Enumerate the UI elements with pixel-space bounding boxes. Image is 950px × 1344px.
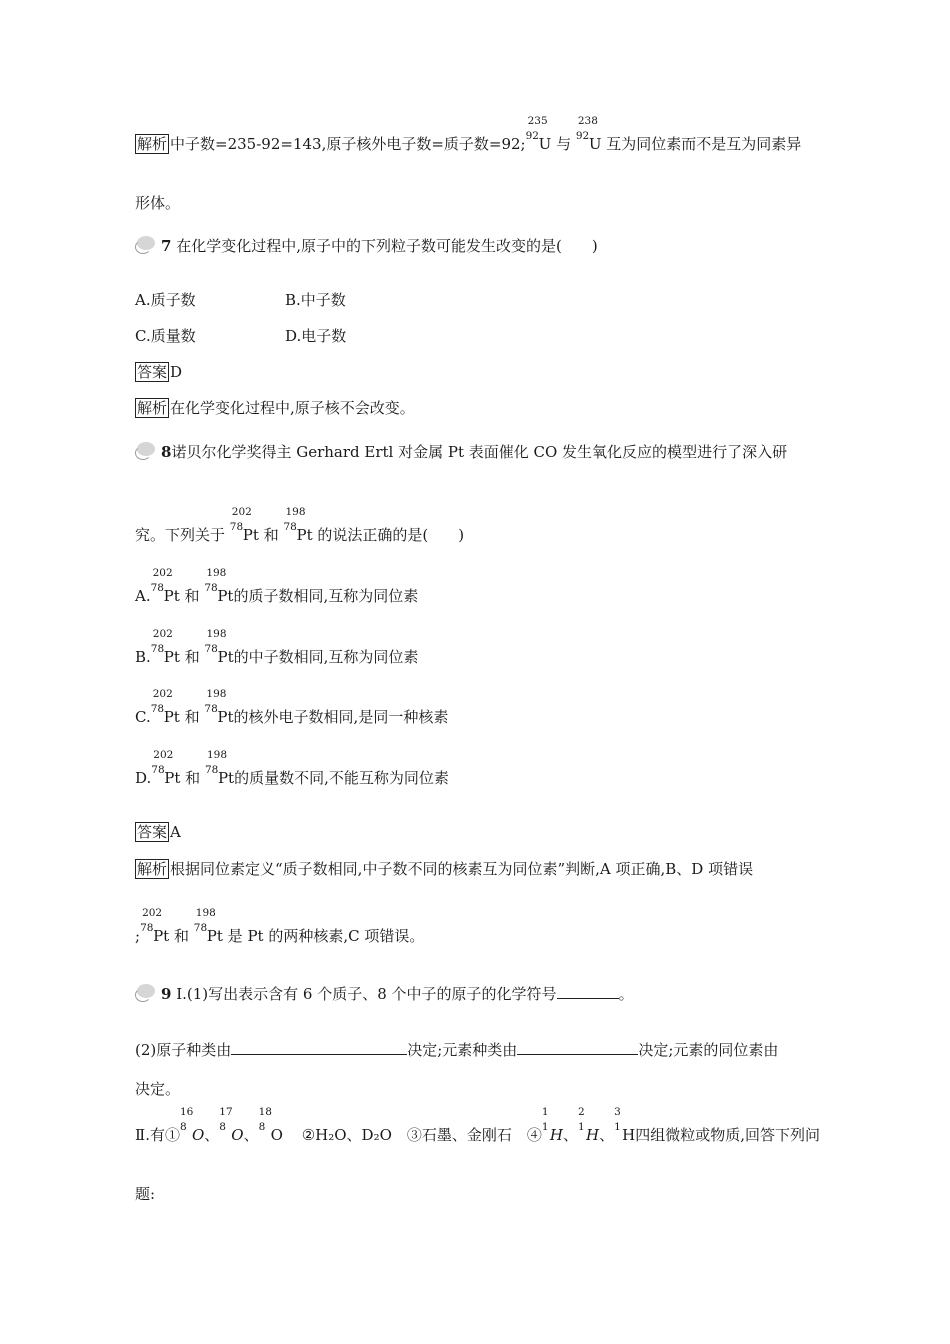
nuclide-o16: 16 8 O — [179, 1106, 205, 1144]
question-9-part2: (2)原子种类由 决定;元素种类由 决定;元素的同位素由 — [135, 1041, 779, 1059]
nuclide-o18: 18 8 O — [258, 1106, 283, 1144]
option-c: C.质量数 — [135, 327, 196, 345]
option-8d: D. 202 78 Pt 和 198 78 Pt的质量数不同,不能互称为同位素 — [135, 749, 449, 787]
nuclide-pt198: 198 78 Pt — [283, 506, 313, 544]
analysis-7: 解析 在化学变化过程中,原子核不会改变。 — [137, 399, 415, 417]
option-a: A.质子数 — [135, 291, 196, 309]
question-9-part2-cont: 决定。 — [135, 1080, 181, 1098]
question-8: 8诺贝尔化学奖得主 Gerhard Ertl 对金属 Pt 表面催化 CO 发生氧化反应的模型进行了深入研 — [135, 442, 787, 462]
question-badge-icon — [135, 984, 155, 998]
answer-blank-2[interactable] — [231, 1040, 407, 1055]
answer-blank-3[interactable] — [517, 1040, 638, 1055]
answer-tag: 答案 — [137, 823, 168, 841]
question-7: 7 在化学变化过程中,原子中的下列粒子数可能发生改变的是( ) — [135, 236, 598, 256]
question-7-options-cd — [135, 326, 435, 346]
analysis-tag: 解析 — [137, 860, 168, 878]
question-8-cont: 究。下列关于 202 78 Pt 和 198 78 Pt 的说法正确的是( ) — [135, 506, 465, 544]
option-d: D.电子数 — [285, 327, 347, 345]
question-9-part-ii-cont: 题: — [135, 1185, 156, 1203]
analysis-tag: 解析 — [137, 135, 168, 153]
answer-7: 答案 D — [137, 363, 183, 381]
analysis-tag: 解析 — [137, 399, 168, 417]
nuclide-pt202: 202 78 Pt — [229, 506, 259, 544]
question-9: 9 Ⅰ.(1)写出表示含有 6 个质子、8 个中子的原子的化学符号 。 — [135, 984, 634, 1004]
answer-tag: 答案 — [137, 363, 168, 381]
analysis-8: 解析 根据同位素定义“质子数相同,中子数不同的核素互为同位素”判断,A 项正确,B、D 项错误 — [137, 860, 754, 878]
question-badge-icon — [135, 236, 155, 250]
analysis-line-6-cont: 形体。 — [135, 194, 181, 212]
question-badge-icon — [135, 442, 155, 456]
question-7-options-ab — [135, 290, 435, 310]
analysis-8-cont: ; 202 78 Pt 和 198 78 Pt 是 Pt 的两种核素,C 项错误。 — [135, 907, 425, 945]
nuclide-u235: 235 92 U — [525, 115, 552, 153]
nuclide-o17: 17 8 O — [219, 1106, 244, 1144]
option-b: B.中子数 — [285, 291, 346, 309]
analysis-line-6: 解析 中子数=235-92=143,原子核外电子数=质子数=92; 235 92 U 与 238 92 U 互为同位素而不是互为同素异 — [137, 115, 802, 153]
option-8a: A. 202 78 Pt 和 198 78 Pt的质子数相同,互称为同位素 — [135, 567, 419, 605]
answer-8: 答案 A — [137, 823, 181, 841]
nuclide-h3: 3 1 H — [614, 1106, 636, 1144]
nuclide-h1: 1 1 H — [541, 1106, 563, 1144]
answer-blank-1[interactable] — [557, 984, 619, 999]
question-9-part-ii: Ⅱ.有① 16 8 O、 17 8 O、 18 8 O ②H₂O、D₂O ③石墨、金刚石 ④ 1 1 H、 2 1 H、 3 1 H四组微粒或物质,回答下列问 — [135, 1106, 820, 1144]
option-8b: B. 202 78 Pt 和 198 78 Pt的中子数相同,互称为同位素 — [135, 628, 419, 666]
option-8c: C. 202 78 Pt 和 198 78 Pt的核外电子数相同,是同一种核素 — [135, 688, 449, 726]
nuclide-u238: 238 92 U — [575, 115, 602, 153]
nuclide-h2: 2 1 H — [578, 1106, 600, 1144]
